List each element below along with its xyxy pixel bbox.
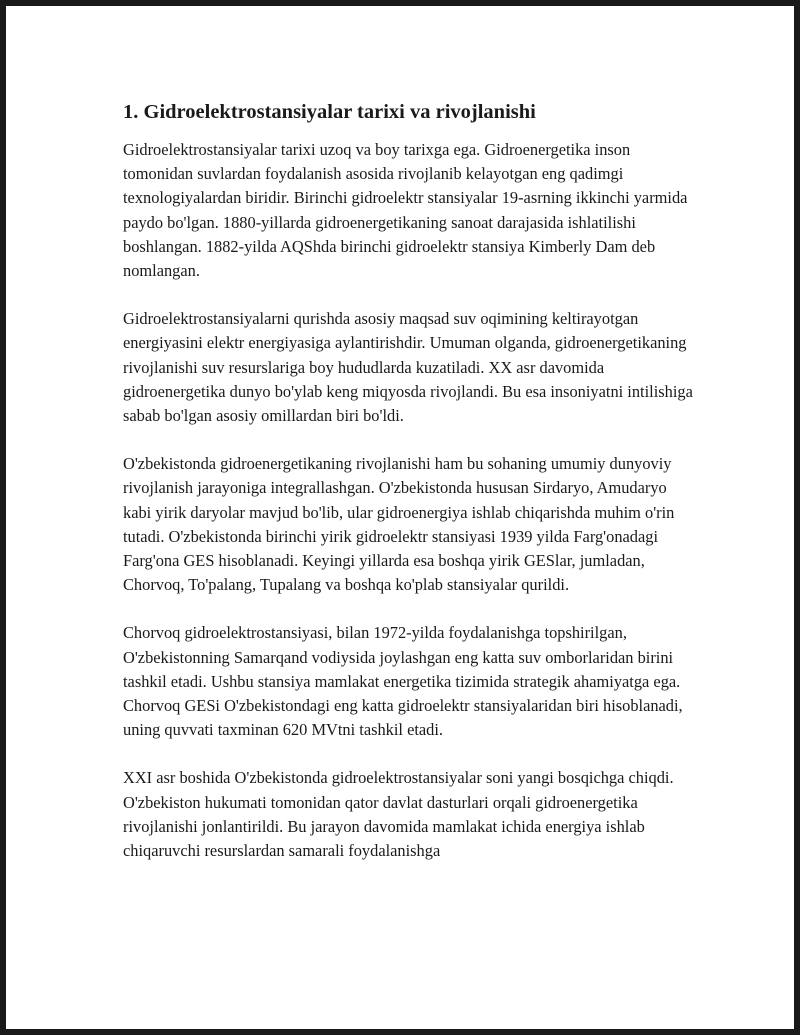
paragraph: Chorvoq gidroelektrostansiyasi, bilan 1972-yilda foydalanishga topshirilgan, O'zbekistonning Samarqand vodiysida joylashgan eng katta suv omborlaridan birini tashkil etadi. Ushbu stansiya mamlakat energetika tizimida strategik ahamiyatga ega. Chorvoq GESi O'zbekistondagi eng katta gidroelektr stansiyalaridan biri hisoblanadi, uning quvvati taxminan 620 MVtni tashkil etadi.	[123, 623, 683, 740]
paragraph: Gidroelektrostansiyalarni qurishda asosiy maqsad suv oqimining keltirayotgan energiyasini elektr energiyasiga aylantirishdir. Umuman olganda, gidroenergetikaning rivojlanishi suv resurslariga boy hududlarda kuzatiladi. XX asr davomida gidroenergetika dunyo bo'ylab keng miqyosda rivojlandi. Bu esa insoniyatni intilishiga sabab bo'lgan asosiy omillardan biri bo'ldi.	[123, 309, 693, 426]
paragraph: Gidroelektrostansiyalar tarixi uzoq va boy tarixga ega. Gidroenergetika inson tomonidan suvlardan foydalanish asosida rivojlanib kelayotgan eng qadimgi texnologiyalardan biridir. Birinchi gidroelektr stansiyalar 19-asrning ikkinchi yarmida paydo bo'lgan. 1880-yillarda gidroenergetikaning sanoat darajasida ishlatilishi boshlangan. 1882-yilda AQShda birinchi gidroelektr stansiya Kimberly Dam deb nomlangan.	[123, 140, 688, 281]
document-body	[123, 98, 693, 887]
paragraph: XXI asr boshida O'zbekistonda gidroelektrostansiyalar soni yangi bosqichga chiqdi. O'zbekiston hukumati tomonidan qator davlat dasturlari orqali gidroenergetika rivojlanishi jonlantirildi. Bu jarayon davomida mamlakat ichida energiya ishlab chiqaruvchi resurslardan samarali foydalanishga	[123, 768, 674, 861]
paragraph: O'zbekistonda gidroenergetikaning rivojlanishi ham bu sohaning umumiy dunyoviy rivojlanish jarayoniga integrallashgan. O'zbekistonda hususan Sirdaryo, Amudaryo kabi yirik daryolar mavjud bo'lib, ular gidroenergiya ishlab chiqarishda muhim o'rin tutadi. O'zbekistonda birinchi yirik gidroelektr stansiyasi 1939 yilda Farg'onadagi Farg'ona GES hisoblanadi. Keyingi yillarda esa boshqa yirik GESlar, jumladan, Chorvoq, To'palang, Tupalang va boshqa ko'plab stansiyalar qurildi.	[123, 454, 675, 595]
section-title: 1. Gidroelektrostansiyalar tarixi va rivojlanishi	[123, 101, 536, 123]
